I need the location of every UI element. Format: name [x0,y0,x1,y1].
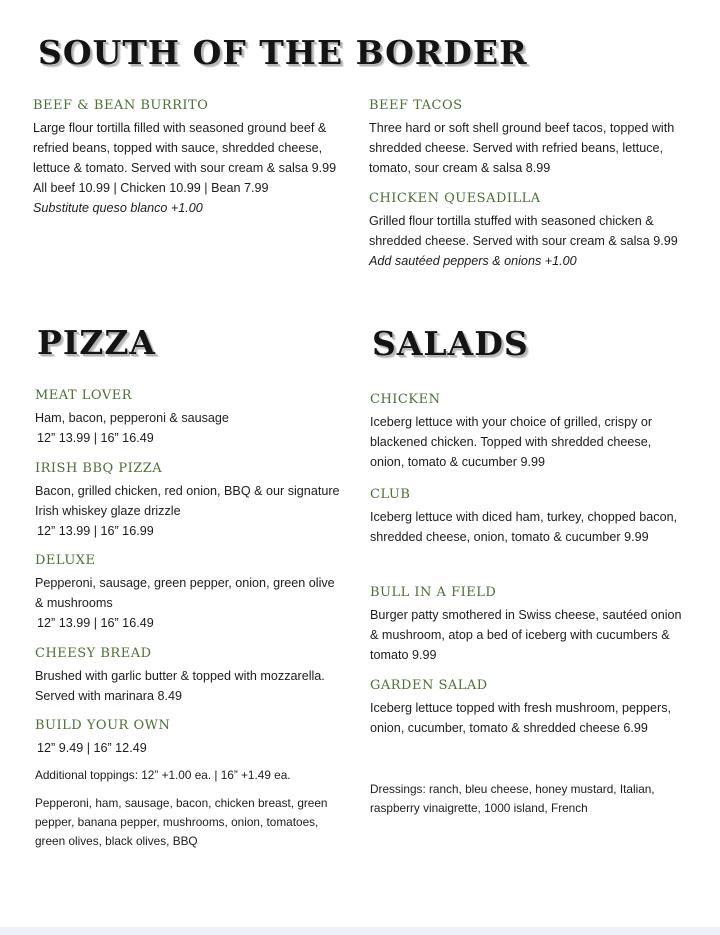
item-name: BULL IN A FIELD [370,585,497,600]
item-description: Iceberg lettuce with your choice of grilled, crispy or blackened chicken. Topped with shredded cheese, onion, tomato & cucumber 9.99 [370,415,653,469]
south-of-the-border-heading: SOUTH OF THE BORDER [38,33,528,72]
menu-item-beef-tacos [369,97,687,178]
menu-item-chicken-quesadilla [369,190,687,271]
item-name: IRISH BBQ PIZZA [35,461,163,476]
item-description: Iceberg lettuce with diced ham, turkey, chopped bacon, shredded cheese, onion, tomato & cucumber 9.99 [370,510,678,544]
menu-item-build-your-own [35,717,340,758]
toppings-list-text: Pepperoni, ham, sausage, bacon, chicken breast, green pepper, banana pepper, mushrooms, onion, tomatoes, green olives, black olives, BBQ [35,796,328,848]
item-name: DELUXE [35,553,96,568]
item-note: Substitute queso blanco +1.00 [33,201,203,215]
item-name: BEEF & BEAN BURRITO [33,98,209,113]
menu-item-garden-salad [370,677,688,738]
item-prices: All beef 10.99 | Chicken 10.99 | Bean 7.99 [33,181,269,195]
menu-item-club-salad [370,486,688,547]
item-prices: 12” 13.99 | 16” 16.49 [37,616,154,630]
item-name: CHEESY BREAD [35,646,152,661]
item-description: Iceberg lettuce topped with fresh mushroom, peppers, onion, cucumber, tomato & shredded cheese 6.99 [370,701,672,735]
item-description: Ham, bacon, pepperoni & sausage [35,411,229,425]
pizza-heading: PIZZA [37,323,157,362]
menu-item-chicken-salad [370,391,688,472]
menu-item-cheesy-bread [35,645,340,706]
item-note: Add sautéed peppers & onions +1.00 [369,254,577,268]
page-bottom-edge [0,927,720,935]
menu-item-irish-bbq-pizza [35,460,340,541]
item-description: Three hard or soft shell ground beef tacos, topped with shredded cheese. Served with refried beans, lettuce, tomato, sour cream & salsa 8.99 [369,121,675,175]
item-name: CLUB [370,487,411,502]
item-prices: 12” 9.49 | 16” 12.49 [37,741,147,755]
menu-item-deluxe [35,552,340,633]
item-description: Pepperoni, sausage, green pepper, onion, green olive & mushrooms [35,576,335,610]
item-name: CHICKEN QUESADILLA [369,191,541,206]
salads-heading: SALADS [372,324,529,363]
item-description: Bacon, grilled chicken, red onion, BBQ & our signature Irish whiskey glaze drizzle [35,484,340,518]
item-name: MEAT LOVER [35,388,133,403]
item-description: Brushed with garlic butter & topped with mozzarella. Served with marinara 8.49 [35,669,325,703]
additional-toppings-text: Additional toppings: 12” +1.00 ea. | 16” +1.49 ea. [35,768,291,782]
item-prices: 12” 13.99 | 16” 16.99 [37,524,154,538]
item-description: Grilled flour tortilla stuffed with seasoned chicken & shredded cheese. Served with sour cream & salsa 9.99 [369,214,678,248]
item-name: GARDEN SALAD [370,678,488,693]
menu-item-meat-lover [35,387,340,448]
menu-item-beef-bean-burrito [33,97,343,218]
dressings-text: Dressings: ranch, bleu cheese, honey mustard, Italian, raspberry vinaigrette, 1000 island, French [370,782,655,815]
item-description: Large flour tortilla filled with seasoned ground beef & refried beans, topped with sauce, shredded cheese, lettuce & tomato. Served with sour cream & salsa 9.99 [33,121,337,175]
item-name: BUILD YOUR OWN [35,718,171,733]
item-name: CHICKEN [370,392,441,407]
item-prices: 12” 13.99 | 16” 16.49 [37,431,154,445]
menu-item-bull-in-a-field [370,584,688,665]
item-name: BEEF TACOS [369,98,463,113]
item-description: Burger patty smothered in Swiss cheese, sautéed onion & mushroom, atop a bed of iceberg with cucumbers & tomato 9.99 [370,608,682,662]
